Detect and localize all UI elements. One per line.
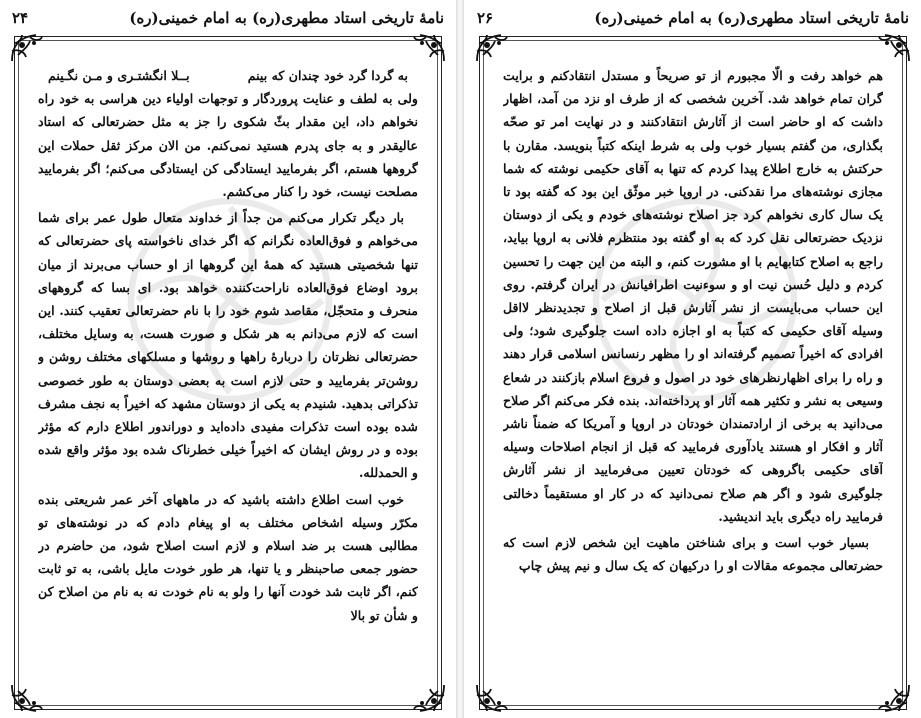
corner-ornament-icon bbox=[475, 683, 509, 713]
left-page-header bbox=[12, 6, 444, 30]
corner-ornament-icon bbox=[10, 33, 44, 63]
corner-ornament-icon bbox=[10, 683, 44, 713]
corner-ornament-icon bbox=[877, 683, 911, 713]
paragraph: بار دیگر تکرار می‌کنم من جداً از خداوند متعال طول عمر برای شما می‌خواهم و فوق‌العاده نگرانم که اگر خدای ناخواسته پای حضرتعالی که تنها شخصیتی هستید که همۀ این گروهها از او حساب می‌برند از میان برود اوضاع فوق‌العاده ناراحت‌کننده خواهد بود. ای بسا که گروههای منحرف و متحجّل، مقاصد شوم خود را با نام حضرتعالی تعقیب کنند. این است که لازم می‌دانم به هر شکل و صورت هست، به وسایل مختلف، حضرتعالی نظرتان را دربارۀ راهها و روشها و مسلکهای مختلف روشن و روشن‌تر بفرمایید و حتی لازم است به بعضی دوستان به طور خصوصی تذکراتی بدهید. شنیدم به یکی از دوستان مشهد که اخیراً به نجف مشرف شده بوده است تذکرات مفیدی داده‌اید و دوراندور اطلاع دارم که مؤثر بوده و در روش ایشان که اخیراً خیلی خطرناک شده بود مؤثر واقع شده و الحمدلله. bbox=[38, 210, 418, 481]
right-page bbox=[465, 0, 921, 718]
running-title: نامۀ تاریخی استاد مطهری(ره) به امام خمینی(ره) bbox=[129, 9, 444, 27]
corner-ornament-icon bbox=[877, 33, 911, 63]
book-gutter bbox=[456, 0, 464, 718]
corner-ornament-icon bbox=[475, 33, 509, 63]
page-number: ۲۶ bbox=[477, 9, 494, 27]
poem-hemistich: بــلا انگشتـری و مـن نگـینم bbox=[48, 68, 190, 83]
corner-ornament-icon bbox=[412, 33, 446, 63]
page-body-text bbox=[38, 64, 418, 688]
paragraph: ولی به لطف و عنایت پروردگار و توجهات اولیاء دین هراسی به خود راه نخواهم داد، این مقدار بثّ شکوی را جز به مثل حضرتعالی که استاد عالیقدر و به جای پدرم هستید نمی‌کنم. من الان مرکز ثقل حملات این گروهها هستم، اگر بفرمایید ایستادگی کن ایستادگی می‌کنم؛ اگر بفرمایید مصلحت نیست، خود را کنار می‌کشم. bbox=[38, 91, 418, 200]
paragraph: خوب است اطلاع داشته باشید که در ماههای آخر عمر شریعتی بنده مکرّر وسیله اشخاص مختلف به او پیغام دادم که در نوشته‌های تو مطالبی هست بر ضد اسلام و لازم است اصلاح شود، من حاضرم در حضور جمعی صاحبنظر و یا تنها، هر طور خودت مایل باشی، به تو ثابت کنم، اگر ثابت شد خودت آنها را ولو به نام خودت نه به نام من اصلاح کن و شأن تو بالا bbox=[38, 491, 418, 623]
page-body-text bbox=[503, 64, 883, 688]
right-page-header bbox=[477, 6, 909, 30]
paragraph: بسیار خوب است و برای شناختن ماهیت این شخص لازم است که حضرتعالی مجموعه مقالات او را درکیهان که یک سال و نیم پیش چاپ bbox=[503, 535, 883, 574]
left-page bbox=[0, 0, 456, 718]
poem-hemistich: به گردا گرد خود چندان که بینم bbox=[247, 68, 408, 83]
page-number: ۲۴ bbox=[12, 9, 29, 27]
paragraph: هم خواهد رفت و الّا مجبورم از تو صریحاً و مستدل انتقادکنم و برایت گران تمام خواهد شد. آخرین شخصی که از طرف او نزد من آمد، اظهار داشت که او حاضر است از آثارش انتقادکنند و در نهایت امر تو صحّه بگذاری، من گفتم بسیار خوب ولی به شرط اینکه کتباً بنویسد. مقارن با حرکتش به خارج اطلاع پیدا کردم که تنها به آقای حکیمی نوشته که شما مجازی نوشته‌های مرا نقدکنی. در اروپا خبر موثّق این بود که گفته بود تا یک سال کاری نخواهم کرد جز اصلاح نوشته‌های خودم و یکی از دوستان نزدیک حضرتعالی نقل کرد که به او گفته بود منتظرم فلانی به اروپا بیاید، راجع به اصلاح کتابهایم با او مشورت کنم، و البته من این جهت را تحسین کردم و دلیل حُسن نیت او و سوءنیت اطرافیانش در ایران گرفتم. روی این حساب می‌بایست از نشر آثارش قبل از اصلاح و تجدیدنظر لااقل وسیله آقای حکیمی که کتباً به او اجازه داده است جلوگیری شود؛ ولی افرادی که اخیراً تصمیم گرفته‌اند او را مظهر رنسانس اسلامی قرار دهند و راه را برای اظهارنظرهای خود در اصول و فروع اسلام بازکنند در شعاع وسیعی به نشر و تکثیر همه آثار او پرداخته‌اند. بنده فکر می‌کنم اگر صلاح می‌دانید به برخی از ارادتمندان خودتان در اروپا و آمریکا که ضمناً ناشر آثار و افکار او هستند یادآوری فرمایید که قبل از انجام اصلاحات وسیله آقای حکیمی باگروهی که خودتان تعیین می‌فرمایید از نشر آثارش جلوگیری شود و اگر هم صلاح نمی‌دانید که در کار او مستقیماً دخالتی فرمایید راه دیگری باید اندیشید. bbox=[503, 68, 883, 524]
running-title: نامۀ تاریخی استاد مطهری(ره) به امام خمینی(ره) bbox=[594, 9, 909, 27]
poem-verse bbox=[38, 64, 418, 87]
corner-ornament-icon bbox=[412, 683, 446, 713]
